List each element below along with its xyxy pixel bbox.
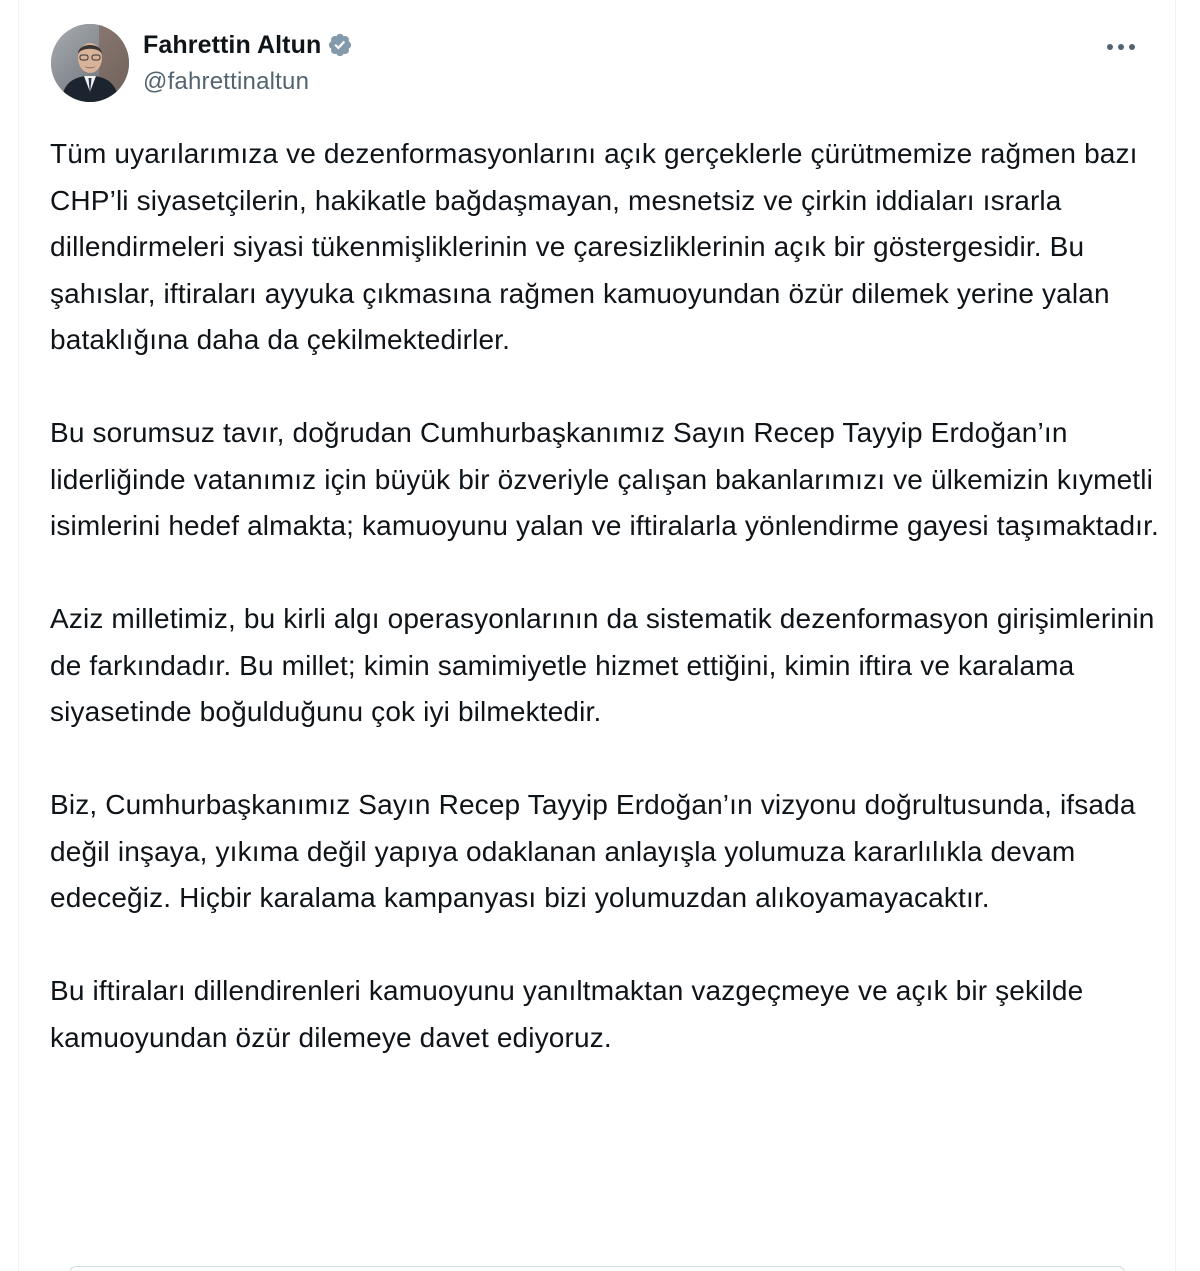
tweet-paragraph: Bu iftiraları dillendirenleri kamuoyunu yanıltmaktan vazgeçmeye ve açık bir şekilde kamuoyundan özür dilemeye davet ediyoruz. xyxy=(50,975,1084,1053)
embedded-card-edge xyxy=(69,1266,1125,1271)
tweet-paragraph: Tüm uyarılarımıza ve dezenformasyonlarını açık gerçeklerle çürütmemize rağmen bazı CHP’li siyasetçilerin, hakikatle bağdaşmayan, mesnetsiz ve çirkin iddiaları ısrarla dillendirmeleri siyasi tükenmişliklerinin ve çaresizliklerinin açık bir göstergesidir. Bu şahıslar, iftiraları ayyuka çıkmasına rağmen kamuoyundan özür dilemek yerine yalan bataklığına daha da çekilmektedirler. xyxy=(50,138,1138,355)
tweet-header xyxy=(51,24,1151,104)
more-options-icon[interactable] xyxy=(1101,30,1141,64)
verified-badge-icon[interactable] xyxy=(327,32,353,58)
avatar-photo xyxy=(51,24,129,102)
tweet-card xyxy=(18,0,1176,1271)
author-handle[interactable]: @fahrettinaltun xyxy=(143,68,310,95)
name-row xyxy=(143,28,353,62)
tweet-paragraph: Aziz milletimiz, bu kirli algı operasyonlarının da sistematik dezenformasyon girişimlerinin de farkındadır. Bu millet; kimin samimiyetle hizmet ettiğini, kimin iftira ve karalama siyasetinde boğulduğunu çok iyi bilmektedir. xyxy=(50,603,1155,727)
tweet-text xyxy=(50,131,1160,1061)
avatar[interactable] xyxy=(51,24,129,102)
tweet-paragraph: Bu sorumsuz tavır, doğrudan Cumhurbaşkanımız Sayın Recep Tayyip Erdoğan’ın liderliğinde vatanımız için büyük bir özveriyle çalışan bakanlarımızı ve ülkemizin kıymetli isimlerini hedef almakta; kamuoyunu yalan ve iftiralarla yönlendirme gayesi taşımaktadır. xyxy=(50,417,1159,541)
author-name[interactable]: Fahrettin Altun xyxy=(143,30,322,59)
author-identity xyxy=(143,28,353,96)
tweet-paragraph: Biz, Cumhurbaşkanımız Sayın Recep Tayyip Erdoğan’ın vizyonu doğrultusunda, ifsada değil inşaya, yıkıma değil yapıya odaklanan anlayışla yolumuza kararlılıkla devam edeceğiz. Hiçbir karalama kampanyası bizi yolumuzdan alıkoyamayacaktır. xyxy=(50,789,1136,913)
